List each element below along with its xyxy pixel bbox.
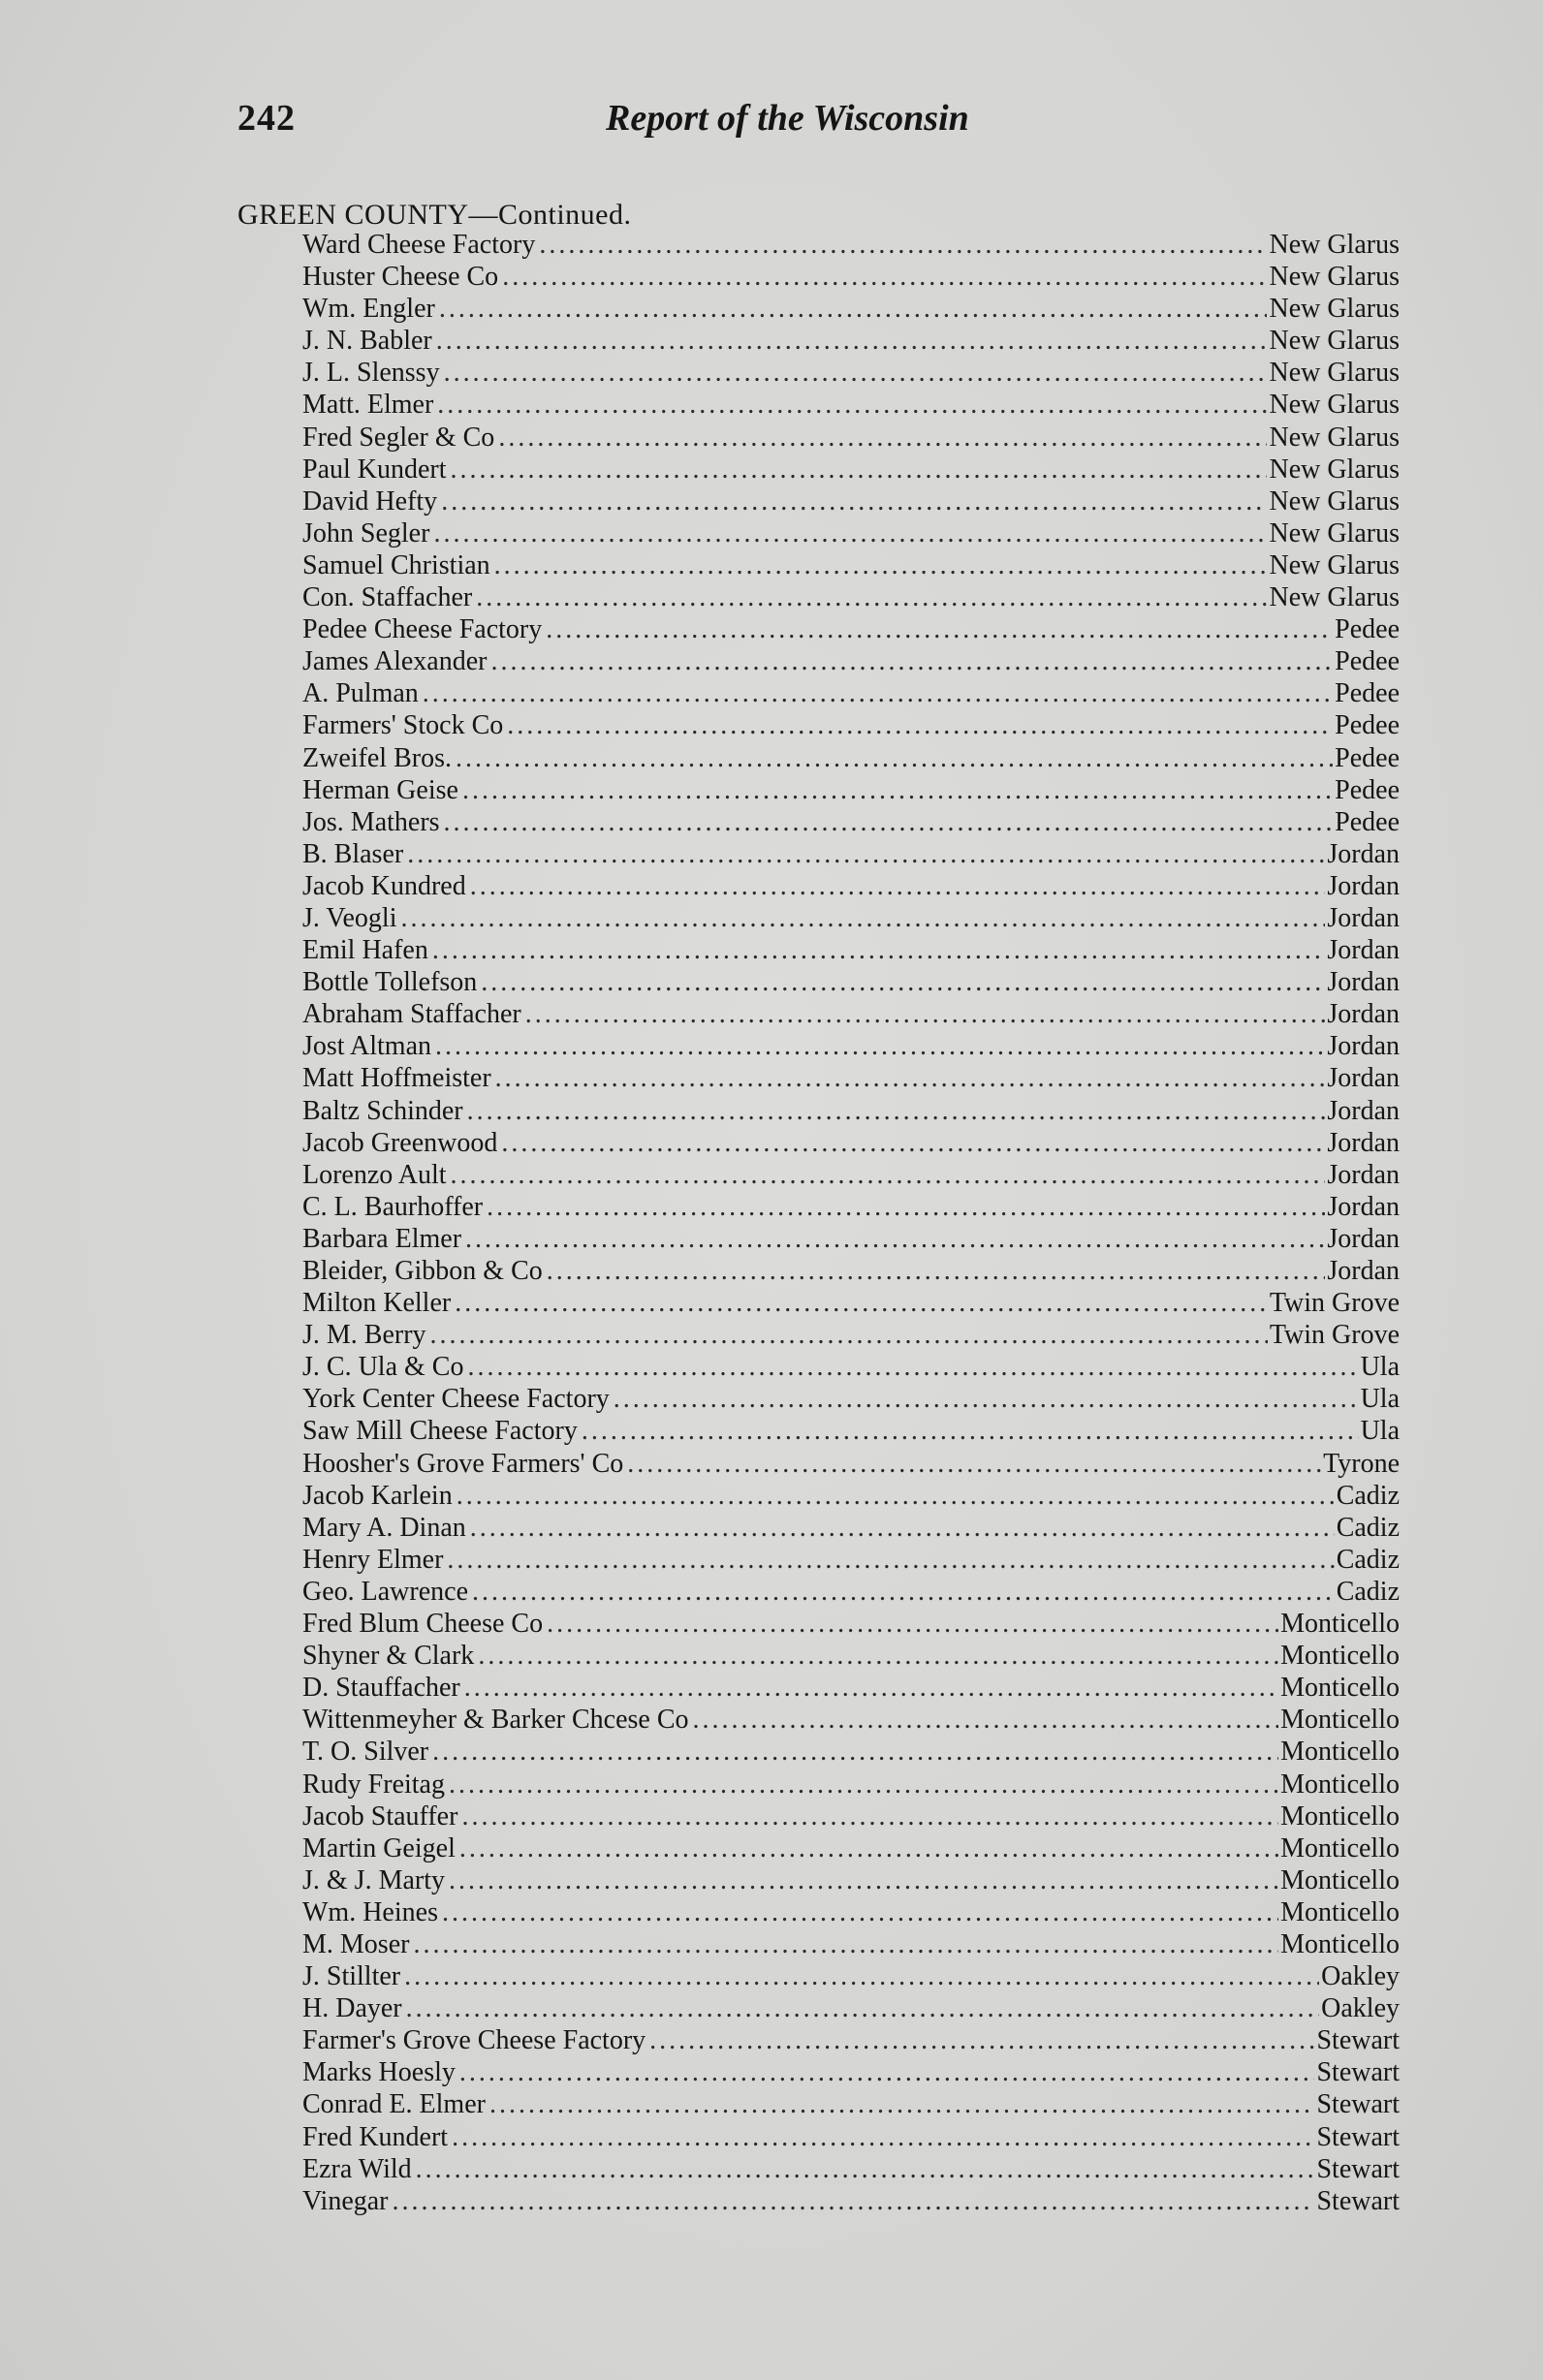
entry-place: New Glarus — [1269, 262, 1400, 293]
entry-name: Farmers' Stock Co — [302, 710, 504, 741]
entry-name: Jacob Karlein — [302, 1480, 453, 1511]
entry-name: Conrad E. Elmer — [302, 2089, 486, 2120]
entry-place: Jordan — [1327, 967, 1400, 998]
entry-place: Oakley — [1321, 1961, 1400, 1992]
list-item — [302, 422, 1400, 454]
list-item — [302, 1608, 1400, 1640]
entry-place: Monticello — [1280, 1705, 1400, 1736]
list-item — [302, 1448, 1400, 1480]
entry-name: Con. Staffacher — [302, 582, 473, 613]
entry-name: Jacob Stauffer — [302, 1801, 458, 1832]
entry-name: Bottle Tollefson — [302, 967, 478, 998]
list-item — [302, 1319, 1400, 1351]
dot-leader — [455, 1287, 1268, 1319]
dot-leader — [449, 1864, 1278, 1896]
dot-leader — [489, 2088, 1315, 2120]
dot-leader — [444, 806, 1334, 838]
entry-name: J. L. Slenssy — [302, 358, 440, 389]
entry-name: B. Blaser — [302, 838, 404, 869]
entry-name: Martin Geigel — [302, 1832, 456, 1863]
list-item — [302, 1512, 1400, 1544]
list-item — [302, 581, 1400, 613]
list-item — [302, 1415, 1400, 1447]
entry-place: New Glarus — [1269, 390, 1400, 421]
entry-place: New Glarus — [1269, 485, 1400, 517]
entry-name: Wm. Engler — [302, 294, 435, 325]
list-item — [302, 1864, 1400, 1896]
entry-name: T. O. Silver — [302, 1737, 429, 1768]
dot-leader — [476, 581, 1267, 613]
dot-leader — [447, 1544, 1334, 1576]
entry-name: Fred Kundert — [302, 2121, 449, 2152]
entry-place: New Glarus — [1269, 422, 1400, 453]
dot-leader — [461, 1801, 1278, 1832]
running-title: Report of the Wisconsin — [606, 98, 969, 139]
dot-leader — [546, 613, 1333, 645]
entry-name: Lorenzo Ault — [302, 1159, 447, 1190]
entry-place: Ula — [1360, 1352, 1400, 1383]
entry-place: Pedee — [1335, 646, 1400, 677]
list-item — [302, 261, 1400, 293]
dot-leader — [457, 1480, 1335, 1512]
entry-name: John Segler — [302, 517, 430, 548]
entry-place: Jordan — [1327, 1191, 1400, 1222]
entry-place: Stewart — [1316, 2153, 1400, 2184]
dot-leader — [502, 261, 1267, 293]
entry-name: Jost Altman — [302, 1031, 432, 1062]
entry-place: Monticello — [1280, 1641, 1400, 1672]
page-number: 242 — [237, 98, 296, 139]
list-item — [302, 2121, 1400, 2153]
list-item — [302, 229, 1400, 261]
entry-place: Stewart — [1316, 2185, 1400, 2216]
page-header — [237, 97, 1032, 155]
entry-place: New Glarus — [1269, 358, 1400, 389]
entry-place: Jordan — [1327, 1127, 1400, 1158]
list-item — [302, 454, 1400, 485]
dot-leader — [404, 1960, 1319, 1992]
list-item — [302, 742, 1400, 774]
dot-leader — [470, 1512, 1335, 1544]
list-item — [302, 1801, 1400, 1832]
list-item — [302, 1223, 1400, 1255]
list-item — [302, 1127, 1400, 1159]
entry-name: Emil Hafen — [302, 935, 428, 966]
entry-name: Geo. Lawrence — [302, 1576, 469, 1607]
entry-name: J. Veogli — [302, 902, 397, 933]
entry-place: Ula — [1360, 1384, 1400, 1415]
entry-place: Jordan — [1327, 838, 1400, 869]
entry-name: Ezra Wild — [302, 2153, 412, 2184]
entry-name: Jos. Mathers — [302, 806, 440, 837]
entry-name: Samuel Christian — [302, 549, 490, 580]
entry-name: York Center Cheese Factory — [302, 1384, 610, 1415]
list-item — [302, 2088, 1400, 2120]
entry-name: C. L. Baurhoffer — [302, 1191, 484, 1222]
entry-name: Hoosher's Grove Farmers' Co — [302, 1448, 624, 1479]
dot-leader — [459, 1832, 1278, 1864]
list-item — [302, 1769, 1400, 1801]
list-item — [302, 1480, 1400, 1512]
entry-name: Vinegar — [302, 2185, 389, 2216]
dot-leader — [449, 1769, 1278, 1801]
entry-place: Stewart — [1316, 2057, 1400, 2088]
entry-name: Ward Cheese Factory — [302, 230, 536, 260]
dot-leader — [494, 549, 1268, 581]
entry-name: Matt. Elmer — [302, 390, 434, 421]
list-item — [302, 1992, 1400, 2024]
entry-place: Monticello — [1280, 1801, 1400, 1832]
entry-place: Monticello — [1280, 1928, 1400, 1959]
entry-place: Stewart — [1316, 2025, 1400, 2056]
dot-leader — [470, 870, 1326, 902]
list-item — [302, 1928, 1400, 1960]
dot-leader — [498, 422, 1267, 454]
entry-name: Fred Blum Cheese Co — [302, 1609, 544, 1640]
entry-name: Abraham Staffacher — [302, 999, 521, 1030]
entry-name: Saw Mill Cheese Factory — [302, 1416, 578, 1447]
list-item — [302, 325, 1400, 357]
list-item — [302, 485, 1400, 517]
entry-name: H. Dayer — [302, 1993, 402, 2024]
dot-leader — [614, 1383, 1359, 1415]
factory-listing — [302, 229, 1400, 2217]
list-item — [302, 1576, 1400, 1608]
list-item — [302, 1383, 1400, 1415]
dot-leader — [525, 998, 1326, 1030]
list-item — [302, 293, 1400, 325]
list-item — [302, 1960, 1400, 1992]
dot-leader — [452, 2121, 1314, 2153]
list-item — [302, 709, 1400, 741]
list-item — [302, 966, 1400, 998]
dot-leader — [451, 1159, 1326, 1191]
entry-name: J. N. Babler — [302, 326, 432, 357]
list-item — [302, 774, 1400, 806]
list-item — [302, 1896, 1400, 1928]
entry-name: Paul Kundert — [302, 454, 447, 485]
list-item — [302, 613, 1400, 645]
dot-leader — [407, 838, 1325, 870]
entry-place: New Glarus — [1269, 230, 1400, 260]
dot-leader — [435, 1030, 1325, 1062]
entry-name: David Hefty — [302, 485, 438, 517]
entry-name: Wm. Heines — [302, 1896, 438, 1927]
entry-name: Marks Hoesly — [302, 2057, 456, 2088]
entry-name: Bleider, Gibbon & Co — [302, 1256, 543, 1286]
list-item — [302, 677, 1400, 709]
list-item — [302, 1287, 1400, 1319]
entry-name: Fred Segler & Co — [302, 422, 495, 453]
entry-place: Cadiz — [1336, 1544, 1400, 1575]
entry-name: Shyner & Clark — [302, 1641, 475, 1672]
list-item — [302, 2056, 1400, 2088]
entry-place: Jordan — [1327, 1095, 1400, 1126]
entry-place: Monticello — [1280, 1832, 1400, 1863]
list-item — [302, 517, 1400, 549]
list-item — [302, 1030, 1400, 1062]
entry-place: New Glarus — [1269, 582, 1400, 613]
list-item — [302, 549, 1400, 581]
entry-name: Huster Cheese Co — [302, 262, 499, 293]
dot-leader — [481, 966, 1325, 998]
dot-leader — [495, 1062, 1326, 1094]
entry-name: Baltz Schinder — [302, 1095, 463, 1126]
list-item — [302, 1672, 1400, 1704]
list-item — [302, 1255, 1400, 1287]
entry-name: Henry Elmer — [302, 1544, 444, 1575]
list-item — [302, 2185, 1400, 2217]
list-item — [302, 1704, 1400, 1736]
dot-leader — [547, 1255, 1326, 1287]
entry-name: M. Moser — [302, 1928, 410, 1959]
entry-place: Pedee — [1335, 774, 1400, 805]
list-item — [302, 1062, 1400, 1094]
entry-name: J. C. Ula & Co — [302, 1352, 464, 1383]
list-item — [302, 1640, 1400, 1672]
entry-place: Jordan — [1327, 1256, 1400, 1286]
list-item — [302, 1351, 1400, 1383]
dot-leader — [416, 2153, 1315, 2185]
dot-leader — [439, 293, 1268, 325]
entry-name: Mary A. Dinan — [302, 1512, 466, 1543]
entry-place: Cadiz — [1336, 1480, 1400, 1511]
entry-name: Jacob Greenwood — [302, 1127, 498, 1158]
entry-name: Barbara Elmer — [302, 1223, 462, 1254]
entry-place: Oakley — [1321, 1993, 1400, 2024]
entry-place: Jordan — [1327, 1223, 1400, 1254]
entry-place: Stewart — [1316, 2089, 1400, 2120]
dot-leader — [462, 774, 1333, 806]
entry-place: New Glarus — [1269, 454, 1400, 485]
dot-leader — [444, 357, 1268, 389]
dot-leader — [423, 677, 1333, 709]
entry-place: Monticello — [1280, 1769, 1400, 1800]
dot-leader — [436, 325, 1268, 357]
list-item — [302, 870, 1400, 902]
entry-place: Twin Grove — [1269, 1288, 1400, 1319]
dot-leader — [441, 485, 1267, 517]
dot-leader — [627, 1448, 1321, 1480]
section-heading: GREEN COUNTY—Continued. — [237, 199, 632, 231]
list-item — [302, 934, 1400, 966]
entry-place: New Glarus — [1269, 517, 1400, 548]
entry-name: Pedee Cheese Factory — [302, 614, 543, 645]
entry-name: Rudy Freitag — [302, 1769, 445, 1800]
list-item — [302, 838, 1400, 870]
dot-leader — [487, 1191, 1325, 1223]
dot-leader — [539, 229, 1267, 261]
list-item — [302, 2024, 1400, 2056]
entry-place: New Glarus — [1269, 294, 1400, 325]
entry-place: New Glarus — [1269, 326, 1400, 357]
entry-place: New Glarus — [1269, 549, 1400, 580]
dot-leader — [472, 1576, 1335, 1608]
list-item — [302, 806, 1400, 838]
dot-leader — [432, 1736, 1278, 1768]
entry-name: A. Pulman — [302, 678, 419, 709]
entry-place: Pedee — [1335, 710, 1400, 741]
entry-name: Matt Hoffmeister — [302, 1063, 491, 1094]
dot-leader — [432, 934, 1326, 966]
dot-leader — [442, 1896, 1278, 1928]
entry-place: Pedee — [1335, 614, 1400, 645]
entry-name: D. Stauffacher — [302, 1673, 460, 1704]
dot-leader — [507, 709, 1333, 741]
entry-name: Wittenmeyher & Barker Chcese Co — [302, 1705, 689, 1736]
list-item — [302, 357, 1400, 389]
dot-leader — [459, 2056, 1315, 2088]
dot-leader — [437, 389, 1267, 421]
entry-place: Jordan — [1327, 902, 1400, 933]
dot-leader — [451, 454, 1268, 485]
entry-name: Milton Keller — [302, 1288, 452, 1319]
list-item — [302, 1095, 1400, 1127]
entry-place: Monticello — [1280, 1673, 1400, 1704]
entry-name: J. & J. Marty — [302, 1864, 445, 1895]
dot-leader — [456, 742, 1333, 774]
entry-name: Farmer's Grove Cheese Factory — [302, 2025, 646, 2056]
list-item — [302, 1832, 1400, 1864]
list-item — [302, 902, 1400, 934]
entry-place: Pedee — [1335, 806, 1400, 837]
entry-place: Cadiz — [1336, 1576, 1400, 1607]
dot-leader — [478, 1640, 1278, 1672]
dot-leader — [467, 1095, 1326, 1127]
entry-place: Ula — [1360, 1416, 1400, 1447]
entry-place: Jordan — [1327, 1159, 1400, 1190]
dot-leader — [582, 1415, 1359, 1447]
entry-place: Monticello — [1280, 1896, 1400, 1927]
dot-leader — [547, 1608, 1278, 1640]
entry-place: Monticello — [1280, 1864, 1400, 1895]
entry-name: Herman Geise — [302, 774, 458, 805]
list-item — [302, 2153, 1400, 2185]
list-item — [302, 1736, 1400, 1768]
entry-place: Jordan — [1327, 1063, 1400, 1094]
entry-place: Twin Grove — [1269, 1320, 1400, 1351]
entry-name: J. Stillter — [302, 1961, 401, 1992]
dot-leader — [464, 1672, 1278, 1704]
dot-leader — [465, 1223, 1325, 1255]
entry-place: Pedee — [1335, 742, 1400, 773]
dot-leader — [649, 2024, 1314, 2056]
list-item — [302, 645, 1400, 677]
dot-leader — [433, 517, 1267, 549]
dot-leader — [491, 645, 1334, 677]
dot-leader — [693, 1704, 1279, 1736]
entry-place: Jordan — [1327, 935, 1400, 966]
entry-name: Jacob Kundred — [302, 870, 466, 901]
entry-place: Monticello — [1280, 1737, 1400, 1768]
list-item — [302, 1191, 1400, 1223]
dot-leader — [467, 1351, 1358, 1383]
entry-name: J. M. Berry — [302, 1320, 426, 1351]
entry-place: Pedee — [1335, 678, 1400, 709]
entry-name: Zweifel Bros. — [302, 742, 452, 773]
dot-leader — [406, 1992, 1320, 2024]
list-item — [302, 1544, 1400, 1576]
entry-place: Jordan — [1327, 870, 1400, 901]
entry-place: Stewart — [1316, 2121, 1400, 2152]
dot-leader — [401, 902, 1326, 934]
dot-leader — [430, 1319, 1268, 1351]
entry-place: Jordan — [1327, 1031, 1400, 1062]
entry-place: Jordan — [1327, 999, 1400, 1030]
dot-leader — [413, 1928, 1278, 1960]
list-item — [302, 1159, 1400, 1191]
entry-place: Monticello — [1280, 1609, 1400, 1640]
dot-leader — [501, 1127, 1325, 1159]
entry-name: James Alexander — [302, 646, 488, 677]
list-item — [302, 998, 1400, 1030]
entry-place: Cadiz — [1336, 1512, 1400, 1543]
dot-leader — [393, 2185, 1315, 2217]
list-item — [302, 389, 1400, 421]
entry-place: Tyrone — [1323, 1448, 1400, 1479]
